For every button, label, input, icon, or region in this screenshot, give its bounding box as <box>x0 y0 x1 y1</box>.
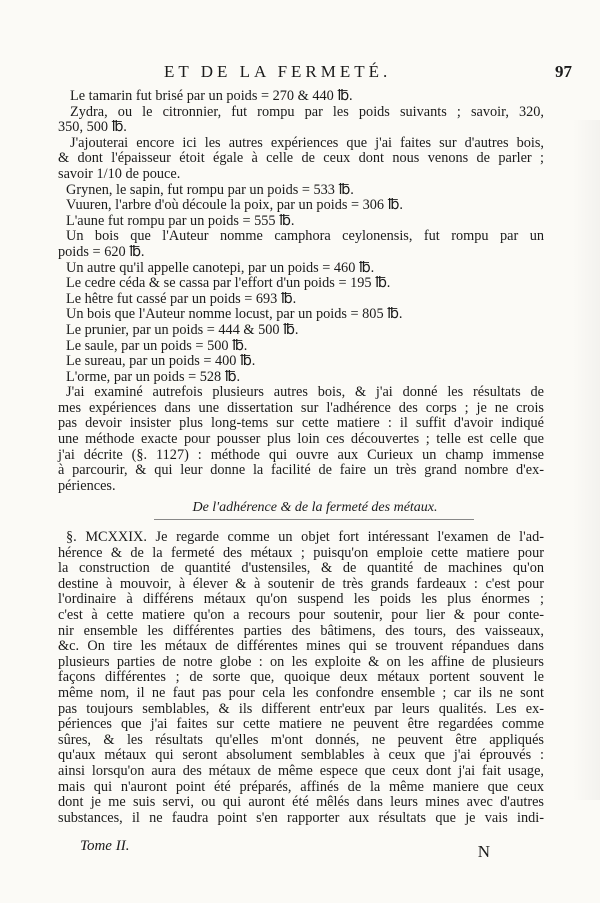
paragraph-wood-experiments <box>58 89 544 494</box>
text-line: &c. On tire les métaux de différentes mines qui se trouvent répandues dans <box>58 638 544 655</box>
text-line: poids = 620 ℔. <box>58 243 145 260</box>
text-line: mais qui n'auront point été préparés, affinés de la même maniere que ceux <box>58 778 544 795</box>
text-line: dont je me suis servi, ou qui auront été mêlés dans leurs mines avec d'autres <box>58 794 544 811</box>
page-number: 97 <box>555 62 572 81</box>
text-line: Le sureau, par un poids = 400 ℔. <box>66 353 256 370</box>
text-line: la construction de quantité d'ustensiles, & de quantité de machines qu'on <box>58 560 544 577</box>
text-line: §. MCXXIX. Je regarde comme un objet fort intéressant l'examen de l'ad- <box>66 529 544 546</box>
text-line: J'ajouterai encore ici les autres expériences que j'ai faites sur d'autres bois, <box>70 134 544 151</box>
text-line: pas toujours semblables, & ils different entr'eux par leurs qualités. Les ex- <box>58 700 544 717</box>
text-line: Un bois que l'Auteur nomme locust, par un poids = 805 ℔. <box>66 306 403 323</box>
text-line: Zydra, ou le citronnier, fut rompu par les poids suivants ; savoir, 320, <box>70 103 544 120</box>
text-line: c'est à cette matiere qu'on a recours pour soutenir, pour lier & pour conte- <box>58 607 544 623</box>
text-line: hérence & de la fermeté des métaux ; puisqu'on emploie cette matiere pour <box>58 544 544 561</box>
section-title: De l'adhérence & de la fermeté des métaux. <box>192 500 438 516</box>
text-line: destine à mouvoir, à élever & à soutenir de très grands fardeaux : c'est pour <box>58 575 544 592</box>
text-line: savoir 1/10 de pouce. <box>58 165 181 182</box>
text-line: Vuuren, l'arbre d'où découle la poix, par un poids = 306 ℔. <box>66 197 403 214</box>
text-line: Le prunier, par un poids = 444 & 500 ℔. <box>66 321 299 338</box>
text-line: ainsi lorsqu'on aura des métaux de même espece que ceux dont j'ai fait usage, <box>58 762 544 779</box>
text-line: Le tamarin fut brisé par un poids = 270 & 440 ℔. <box>70 88 353 104</box>
text-line: Grynen, le sapin, fut rompu par un poids = 533 ℔. <box>66 181 354 198</box>
text-line: J'ai examiné autrefois plusieurs autres bois, & j'ai donné les résultats de <box>66 384 544 401</box>
text-line: même nom, il ne faut pas pour cela les confondre ensemble ; car ils ne sont <box>58 684 544 701</box>
text-line: périences que j'ai faites sur cette matiere ne peuvent être regardées comme <box>58 716 544 733</box>
page-footer <box>80 838 490 860</box>
paragraph-metals <box>58 530 544 826</box>
text-line: Un bois que l'Auteur nomme camphora ceylonensis, fut rompu par un <box>66 228 544 245</box>
text-line: l'ordinaire à différens métaux qu'on suspend les poids les plus énormes ; <box>58 591 544 608</box>
text-line: nir ensemble les différentes parties des bâtimens, des tours, des vaisseaux, <box>58 622 544 639</box>
text-line: L'orme, par un poids = 528 ℔. <box>66 368 241 385</box>
text-line: une méthode exacte pour pousser plus loin ces découvertes ; telle est celle que <box>58 431 544 448</box>
section-rule <box>154 519 474 520</box>
running-head: ET DE LA FERMETÉ. <box>164 62 392 81</box>
text-line: & dont l'épaisseur étoit égale à celle de ceux dont nous venons de parler ; <box>58 150 544 167</box>
text-line: 350, 500 ℔. <box>58 119 127 136</box>
text-line: à parcourir, & qui leur donne la facilité de faire un très grand nombre d'ex- <box>58 462 544 479</box>
text-line: façons différentes ; de sorte que, quoique deux métaux portent souvent le <box>58 669 544 686</box>
text-line: Le cedre céda & se cassa par l'effort d'un poids = 195 ℔. <box>66 275 391 292</box>
text-line: mes expériences dans une dissertation sur l'adhérence des corps ; je ne crois <box>58 399 544 416</box>
page-edge-shadow <box>572 120 600 800</box>
text-line: substances, il ne faudra point s'en rapporter aux résultats que je vais indi- <box>58 809 544 826</box>
text-line: Un autre qu'il appelle canotepi, par un poids = 460 ℔. <box>66 259 375 276</box>
text-line: pas devoir insister plus long-tems sur cette matiere : il suffit d'avoir indiqué <box>58 415 544 432</box>
text-line: L'aune fut rompu par un poids = 555 ℔. <box>66 212 295 229</box>
text-line: qu'aux métaux qui seront absolument semblables à ceux que j'ai éprouvés : <box>58 747 544 764</box>
page-header <box>60 62 572 86</box>
text-line: Le hêtre fut cassé par un poids = 693 ℔. <box>66 290 297 307</box>
text-line: j'ai décrite (§. 1127) : méthode qui ouvre aux Curieux un champ immense <box>58 446 544 463</box>
text-line: Le saule, par un poids = 500 ℔. <box>66 337 248 354</box>
text-line: sûres, & les résultats qu'elles m'ont donnés, ne peuvent être appliqués <box>58 731 544 748</box>
volume-label: Tome II. <box>80 838 130 854</box>
signature-mark: N <box>477 842 490 861</box>
text-line: plusieurs parties de notre globe : on les exploite & on les affine de plusieurs <box>58 653 544 670</box>
text-line: périences. <box>58 477 116 494</box>
body-text <box>58 89 544 826</box>
